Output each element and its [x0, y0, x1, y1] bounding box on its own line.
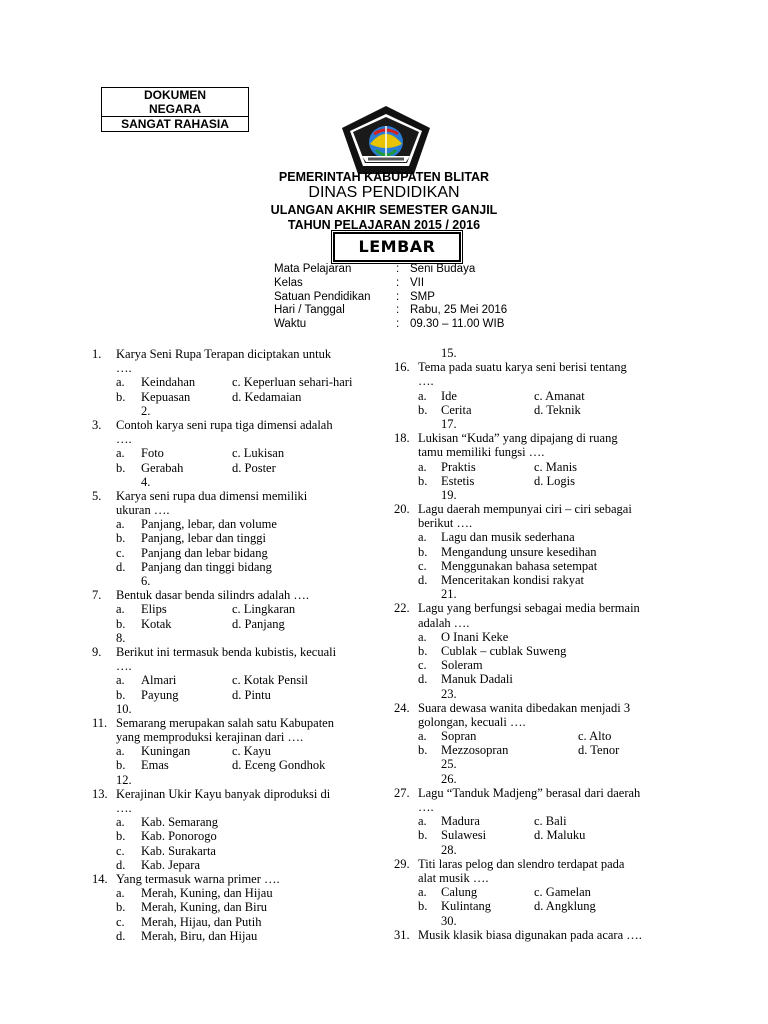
option-letter: b.	[116, 900, 126, 915]
option-text: Sopran	[441, 729, 477, 744]
option-letter: a.	[116, 744, 125, 759]
option-text: Mengandung unsure kesedihan	[441, 544, 597, 559]
option-line	[92, 375, 372, 389]
option-line	[92, 602, 372, 616]
kabupaten-blitar-logo-icon	[340, 104, 432, 176]
question-number: 21.	[441, 587, 457, 602]
option-text: Kepuasan	[141, 389, 191, 404]
option-letter: a.	[116, 517, 125, 532]
info-key: Hari / Tanggal	[274, 304, 345, 317]
option-line	[394, 828, 684, 842]
question-text: Titi laras pelog dan slendro terdapat pada	[418, 856, 625, 871]
question-number-line	[394, 587, 684, 601]
question-line	[92, 418, 372, 432]
question-number: 7.	[92, 588, 102, 603]
option-text: Soleram	[441, 658, 483, 673]
option-text: Sulawesi	[441, 828, 487, 843]
option-text: d. Maluku	[534, 828, 586, 843]
question-line	[92, 659, 372, 673]
question-line	[394, 786, 684, 800]
option-letter: a.	[418, 459, 427, 474]
question-number: 6.	[141, 574, 151, 588]
option-letter: d.	[418, 672, 428, 687]
doc-box-line-2: NEGARA	[148, 102, 201, 116]
question-number: 9.	[92, 644, 102, 659]
option-text: Calung	[441, 885, 478, 900]
question-number: 10.	[116, 701, 132, 716]
header-government: PEMERINTAH KABUPATEN BLITAR	[278, 170, 490, 184]
option-letter: c.	[116, 545, 125, 560]
option-text: Kuningan	[141, 744, 191, 759]
option-line	[394, 389, 684, 403]
option-text: Merah, Biru, dan Hijau	[141, 928, 258, 943]
question-number: 28.	[441, 842, 457, 857]
option-text: d. Kedamaian	[232, 389, 302, 404]
question-text: ….	[418, 800, 434, 814]
question-text: Lukisan “Kuda” yang dipajang di ruang	[418, 431, 618, 446]
option-letter: a.	[116, 815, 125, 830]
question-number-line	[92, 475, 372, 489]
question-number: 20.	[394, 502, 410, 517]
option-text: c. Keperluan sehari-hari	[232, 375, 353, 390]
option-letter: d.	[116, 559, 126, 574]
option-line	[92, 546, 372, 560]
option-line	[394, 729, 684, 743]
option-line	[394, 814, 684, 828]
question-line	[394, 374, 684, 388]
question-line	[92, 489, 372, 503]
question-line	[394, 701, 684, 715]
option-text: Payung	[141, 687, 179, 702]
option-text: d. Angklung	[534, 899, 596, 914]
option-line	[92, 560, 372, 574]
option-letter: b.	[418, 643, 428, 658]
option-letter: c.	[418, 558, 427, 573]
option-text: d. Tenor	[578, 743, 620, 758]
option-text: Elips	[141, 602, 167, 617]
option-line	[394, 530, 684, 544]
question-text: Lagu daerah mempunyai ciri – ciri sebagai	[418, 502, 632, 517]
option-line	[92, 858, 372, 872]
question-number: 23.	[441, 686, 457, 701]
option-text: Emas	[141, 758, 169, 773]
option-text: Cerita	[441, 402, 472, 417]
question-line	[394, 857, 684, 871]
question-number: 24.	[394, 700, 410, 715]
question-line	[394, 445, 684, 459]
option-text: Menggunakan bahasa setempat	[441, 558, 598, 573]
option-line	[394, 559, 684, 573]
question-number-line	[394, 417, 684, 431]
option-line	[92, 446, 372, 460]
option-text: c. Kotak Pensil	[232, 673, 309, 688]
question-line	[394, 431, 684, 445]
option-letter: b.	[116, 687, 126, 702]
option-text: Panjang, lebar, dan volume	[141, 517, 277, 532]
option-letter: a.	[418, 629, 427, 644]
question-number-line	[92, 773, 372, 787]
question-number: 3.	[92, 417, 102, 432]
question-number-line	[92, 404, 372, 418]
header-year: TAHUN PELAJARAN 2015 / 2016	[287, 218, 481, 232]
option-text: d. Panjang	[232, 616, 285, 631]
option-letter: a.	[116, 886, 125, 901]
option-line	[92, 461, 372, 475]
option-letter: b.	[116, 389, 126, 404]
option-letter: a.	[116, 446, 125, 461]
question-number: 27.	[394, 785, 410, 800]
question-number-line	[394, 687, 684, 701]
question-line	[92, 503, 372, 517]
lembar-box: LEMBAR	[333, 232, 461, 262]
question-number: 17.	[441, 416, 457, 431]
option-letter: b.	[418, 899, 428, 914]
question-text: ….	[116, 659, 132, 674]
question-text: Karya Seni Rupa Terapan diciptakan untuk	[116, 347, 332, 361]
question-number-line	[92, 702, 372, 716]
option-letter: a.	[116, 602, 125, 617]
option-text: c. Manis	[534, 459, 578, 474]
option-line	[92, 744, 372, 758]
option-text: c. Kayu	[232, 744, 271, 759]
info-row	[0, 318, 768, 332]
question-text: Suara dewasa wanita dibedakan menjadi 3	[418, 700, 631, 715]
option-letter: a.	[418, 388, 427, 403]
info-row	[0, 304, 768, 318]
option-line	[394, 460, 684, 474]
question-text: ….	[116, 361, 132, 376]
document-classification-box	[101, 87, 249, 132]
option-line	[394, 885, 684, 899]
question-number: 15.	[441, 346, 457, 360]
question-line	[394, 616, 684, 630]
question-line	[92, 645, 372, 659]
question-number: 12.	[116, 772, 132, 787]
option-line	[394, 672, 684, 686]
option-text: Merah, Kuning, dan Biru	[141, 900, 268, 915]
info-value: Rabu, 25 Mei 2016	[410, 304, 508, 317]
option-letter: b.	[116, 460, 126, 475]
header-exam: ULANGAN AKHIR SEMESTER GANJIL	[270, 203, 498, 217]
option-letter: d.	[418, 573, 428, 587]
question-line	[92, 361, 372, 375]
option-line	[92, 815, 372, 829]
option-line	[92, 886, 372, 900]
question-text: Contoh karya seni rupa tiga dimensi adalah	[116, 417, 333, 432]
option-line	[394, 899, 684, 913]
question-text: Tema pada suatu karya seni berisi tentang	[418, 360, 627, 375]
option-text: Gerabah	[141, 460, 184, 475]
option-text: O Inani Keke	[441, 629, 509, 644]
option-text: Panjang dan tinggi bidang	[141, 559, 272, 574]
option-text: Ide	[441, 388, 457, 403]
question-number: 8.	[116, 630, 126, 645]
question-number-line	[394, 772, 684, 786]
option-letter: a.	[418, 885, 427, 900]
option-text: Kab. Surakarta	[141, 843, 216, 858]
info-value: VII	[410, 276, 425, 289]
option-text: Merah, Hijau, dan Putih	[141, 914, 262, 929]
option-letter: d.	[116, 928, 126, 943]
option-text: Kulintang	[441, 899, 491, 914]
option-text: c. Lukisan	[232, 446, 285, 461]
question-line	[394, 360, 684, 374]
info-key: Satuan Pendidikan	[274, 290, 371, 303]
question-number: 26.	[441, 771, 457, 786]
info-colon: :	[396, 263, 400, 275]
option-text: Keindahan	[141, 375, 196, 390]
option-text: d. Logis	[534, 473, 575, 488]
option-line	[92, 390, 372, 404]
question-number-line	[92, 631, 372, 645]
option-line	[92, 900, 372, 914]
exam-info	[0, 263, 768, 332]
option-line	[92, 673, 372, 687]
question-line	[394, 871, 684, 885]
option-line	[394, 573, 684, 587]
question-number: 18.	[394, 431, 410, 446]
option-text: Kab. Semarang	[141, 815, 219, 830]
question-number: 19.	[441, 487, 457, 502]
header-agency: DINAS PENDIDIKAN	[308, 184, 460, 201]
option-text: Madura	[441, 814, 480, 829]
option-text: Menceritakan kondisi rakyat	[441, 573, 585, 587]
option-line	[394, 403, 684, 417]
doc-box-line-1: DOKUMEN	[144, 88, 206, 102]
option-letter: a.	[418, 729, 427, 744]
option-text: Foto	[141, 446, 164, 461]
question-number: 31.	[394, 927, 410, 942]
question-text: Yang termasuk warna primer ….	[116, 871, 280, 886]
option-text: d. Teknik	[534, 402, 581, 417]
option-line	[92, 617, 372, 631]
question-text: Lagu yang berfungsi sebagai media bermain	[418, 601, 640, 616]
option-letter: b.	[116, 758, 126, 773]
question-text: Musik klasik biasa digunakan pada acara ….	[418, 927, 642, 942]
question-text: Semarang merupakan salah satu Kabupaten	[116, 715, 334, 730]
question-text: berikut ….	[418, 516, 473, 531]
question-number: 25.	[441, 757, 457, 772]
question-line	[92, 872, 372, 886]
option-letter: a.	[418, 814, 427, 829]
option-text: c. Bali	[534, 814, 567, 829]
option-text: Lagu dan musik sederhana	[441, 530, 575, 545]
question-number: 2.	[141, 403, 151, 418]
option-text: Estetis	[441, 473, 475, 488]
option-letter: b.	[116, 829, 126, 844]
left-question-column	[92, 347, 372, 943]
option-letter: b.	[418, 743, 428, 758]
question-number-line	[394, 757, 684, 771]
option-text: Panjang dan lebar bidang	[141, 545, 268, 560]
question-line	[394, 928, 684, 942]
question-text: Lagu “Tanduk Madjeng” berasal dari daerah	[418, 785, 641, 800]
option-text: Merah, Kuning, dan Hijau	[141, 886, 273, 901]
option-letter: a.	[418, 530, 427, 545]
question-text: ….	[418, 374, 434, 389]
option-letter: b.	[418, 473, 428, 488]
question-number: 5.	[92, 488, 102, 503]
option-line	[394, 743, 684, 757]
option-letter: b.	[116, 616, 126, 631]
option-text: d. Eceng Gondhok	[232, 758, 326, 773]
option-letter: c.	[418, 658, 427, 673]
question-line	[92, 716, 372, 730]
doc-box-line-3: SANGAT RAHASIA	[102, 116, 248, 131]
question-text: Kerajinan Ukir Kayu banyak diproduksi di	[116, 786, 331, 801]
question-line	[92, 432, 372, 446]
option-letter: b.	[418, 402, 428, 417]
question-number: 22.	[394, 601, 410, 616]
option-letter: c.	[116, 843, 125, 858]
option-text: Panjang, lebar dan tinggi	[141, 531, 266, 546]
question-line	[394, 601, 684, 615]
info-row	[0, 291, 768, 305]
option-line	[92, 688, 372, 702]
option-text: Mezzosopran	[441, 743, 509, 758]
question-number-line	[394, 488, 684, 502]
question-number: 13.	[92, 786, 108, 801]
question-number: 29.	[394, 856, 410, 871]
option-text: d. Pintu	[232, 687, 271, 702]
question-text: adalah ….	[418, 615, 470, 630]
option-line	[92, 844, 372, 858]
option-line	[394, 658, 684, 672]
question-line	[92, 588, 372, 602]
question-line	[92, 347, 372, 361]
option-line	[394, 545, 684, 559]
option-text: c. Gamelan	[534, 885, 591, 900]
option-letter: a.	[116, 673, 125, 688]
option-text: Praktis	[441, 459, 476, 474]
option-line	[92, 915, 372, 929]
info-row	[0, 263, 768, 277]
info-colon: :	[396, 304, 400, 317]
right-question-column	[394, 346, 684, 942]
info-key: Waktu	[274, 318, 307, 331]
option-letter: a.	[116, 375, 125, 390]
question-text: yang memproduksi kerajinan dari ….	[116, 730, 304, 745]
option-line	[92, 829, 372, 843]
option-line	[92, 758, 372, 772]
info-value: SMP	[410, 290, 435, 303]
question-line	[92, 730, 372, 744]
question-text: ….	[116, 801, 132, 815]
option-letter: b.	[418, 544, 428, 559]
question-text: ukuran ….	[116, 503, 170, 518]
option-line	[394, 630, 684, 644]
question-number-line	[394, 914, 684, 928]
option-line	[394, 644, 684, 658]
question-number-line	[92, 574, 372, 588]
question-text: ….	[116, 432, 132, 447]
question-number: 4.	[141, 474, 151, 489]
question-line	[394, 516, 684, 530]
option-text: c. Alto	[578, 729, 612, 744]
question-number: 11.	[92, 715, 108, 730]
option-text: Almari	[141, 673, 177, 688]
option-text: d. Poster	[232, 460, 276, 475]
info-colon: :	[396, 318, 400, 331]
option-letter: d.	[116, 857, 126, 872]
question-line	[92, 787, 372, 801]
question-text: Bentuk dasar benda silindrs adalah ….	[116, 588, 310, 603]
question-number-line	[394, 346, 684, 360]
option-letter: b.	[116, 531, 126, 546]
info-value: Seni Budaya	[410, 263, 476, 275]
question-number: 14.	[92, 871, 108, 886]
option-text: c. Lingkaran	[232, 602, 296, 617]
question-number-line	[394, 843, 684, 857]
question-number: 30.	[441, 913, 457, 928]
option-text: Kotak	[141, 616, 172, 631]
option-line	[92, 531, 372, 545]
option-line	[92, 929, 372, 943]
option-text: Manuk Dadali	[441, 672, 513, 687]
question-line	[92, 801, 372, 815]
info-colon: :	[396, 276, 400, 289]
info-row	[0, 277, 768, 291]
option-line	[92, 517, 372, 531]
question-number: 1.	[92, 347, 102, 361]
question-line	[394, 800, 684, 814]
option-letter: c.	[116, 914, 125, 929]
question-text: tamu memiliki fungsi ….	[418, 445, 545, 460]
question-line	[394, 502, 684, 516]
question-line	[394, 715, 684, 729]
question-text: golongan, kecuali ….	[418, 714, 526, 729]
option-text: Cublak – cublak Suweng	[441, 643, 567, 658]
option-line	[394, 474, 684, 488]
info-value: 09.30 – 11.00 WIB	[410, 318, 505, 331]
question-number: 16.	[394, 360, 410, 375]
option-text: Kab. Jepara	[141, 857, 200, 872]
info-colon: :	[396, 290, 400, 303]
option-letter: b.	[418, 828, 428, 843]
info-key: Mata Pelajaran	[274, 263, 352, 275]
question-text: Berikut ini termasuk benda kubistis, kecuali	[116, 644, 337, 659]
option-text: c. Amanat	[534, 388, 585, 403]
question-text: alat musik ….	[418, 870, 489, 885]
question-text: Karya seni rupa dua dimensi memiliki	[116, 488, 308, 503]
info-key: Kelas	[274, 276, 303, 289]
option-text: Kab. Ponorogo	[141, 829, 217, 844]
